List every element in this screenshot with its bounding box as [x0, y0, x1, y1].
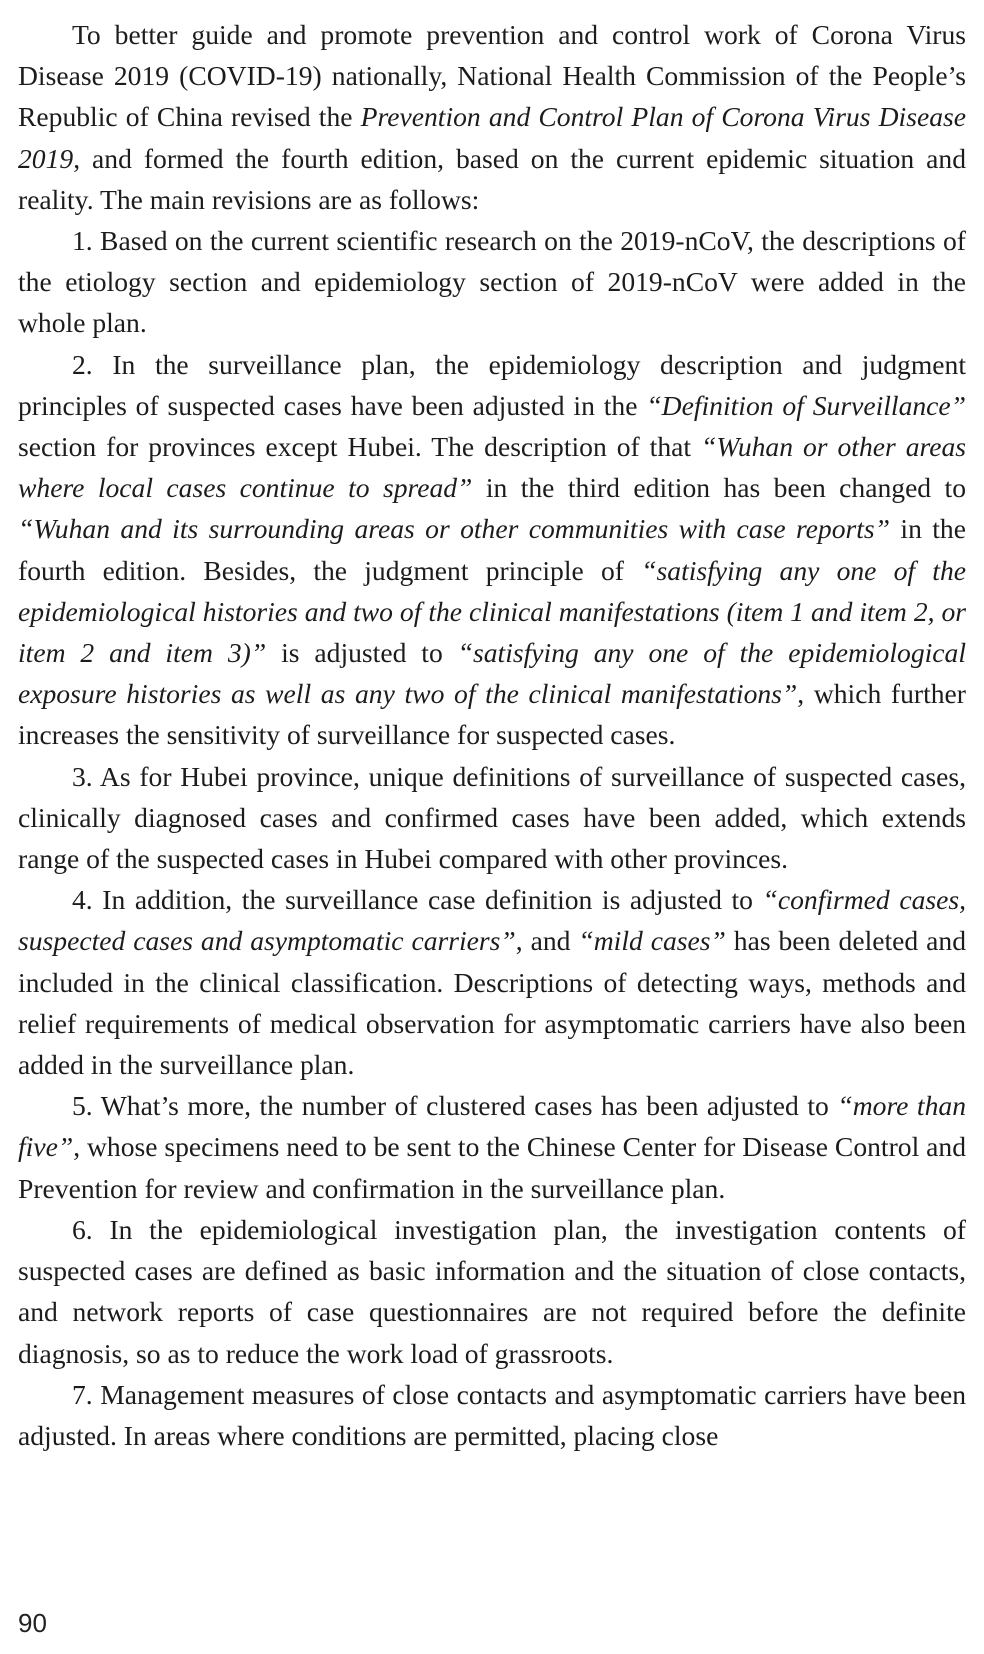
text-run: To better guide and promote prevention and control work of Corona Virus Disease 2019 (COVID-19) nationally, National Health Commission of the People’s Republic of China revised the — [18, 19, 966, 133]
text-run: in the third edition has been changed to — [472, 472, 966, 504]
text-run: is adjusted to — [266, 637, 458, 669]
text-run: 3. As for Hubei province, unique definitions of surveillance of suspected cases, clinically diagnosed cases and confirmed cases have been added, which extends range of the suspected cases in Hubei compared with other provinces. — [18, 760, 966, 875]
text-run: has been deleted and included in the clinical classification. Descriptions of detecting ways, methods and relief requirements of medical observation for asymptomatic carriers have also been added in the surveillance plan. — [18, 925, 966, 1081]
italic-text: Prevention and Control Plan of Corona Virus Disease 2019 — [18, 101, 966, 174]
italic-text: “confirmed cases, suspected cases and asymptomatic carriers” — [18, 884, 966, 957]
italic-text: “Wuhan and its surrounding areas or other communities with case reports” — [18, 513, 891, 545]
italic-text: “satisfying any one of the epidemiological histories and two of the clinical manifestations (item 1 and item 2, or item 2 and item 3)” — [18, 554, 967, 669]
text-run: , which further increases the sensitivity of surveillance for suspected cases. — [18, 678, 966, 751]
text-run: , and formed the fourth edition, based on the current epidemic situation and reality. The main revisions are as follows: — [18, 142, 966, 215]
italic-text: “Wuhan or other areas where local cases continue to spread” — [18, 431, 966, 504]
document-page — [18, 14, 966, 1456]
italic-text: “mild cases” — [578, 925, 726, 957]
text-run: , and — [515, 925, 579, 957]
paragraph-intro — [18, 14, 966, 220]
text-run: 2. In the surveillance plan, the epidemiology description and judgment principles of suspected cases have been adjusted in the — [18, 348, 966, 421]
text-run: 7. Management measures of close contacts and asymptomatic carriers have been adjusted. In areas where conditions are permitted, placing close — [18, 1378, 966, 1451]
text-run: 1. Based on the current scientific research on the 2019-nCoV, the descriptions of the etiology section and epidemiology section of 2019-nCoV were added in the whole plan. — [18, 225, 966, 339]
text-run: section for provinces except Hubei. The description of that — [18, 431, 702, 463]
paragraph-item-4 — [18, 879, 966, 1085]
text-run: 5. What’s more, the number of clustered cases has been adjusted to — [72, 1090, 838, 1122]
italic-text: “Definition of Surveillance” — [646, 389, 967, 421]
paragraph-item-2 — [18, 344, 966, 756]
italic-text: “satisfying any one of the epidemiological exposure histories as well as any two of the clinical manifestations” — [18, 637, 966, 710]
paragraph-item-3 — [18, 756, 966, 880]
text-run: , whose specimens need to be sent to the Chinese Center for Disease Control and Prevention for review and confirmation in the surveillance plan. — [18, 1131, 966, 1204]
text-run: in the fourth edition. Besides, the judgment principle of — [18, 513, 966, 586]
italic-text: “more than five” — [18, 1090, 966, 1163]
paragraph-item-1 — [18, 220, 966, 344]
page-number: 90 — [18, 1608, 47, 1638]
paragraph-item-6 — [18, 1209, 966, 1374]
paragraph-item-7 — [18, 1374, 966, 1456]
text-run: 6. In the epidemiological investigation plan, the investigation contents of suspected cases are defined as basic information and the situation of close contacts, and network reports of case questionnaires are not required before the definite diagnosis, so as to reduce the work load of grassroots. — [18, 1213, 966, 1369]
paragraph-item-5 — [18, 1085, 966, 1209]
text-run: 4. In addition, the surveillance case definition is adjusted to — [72, 884, 763, 916]
